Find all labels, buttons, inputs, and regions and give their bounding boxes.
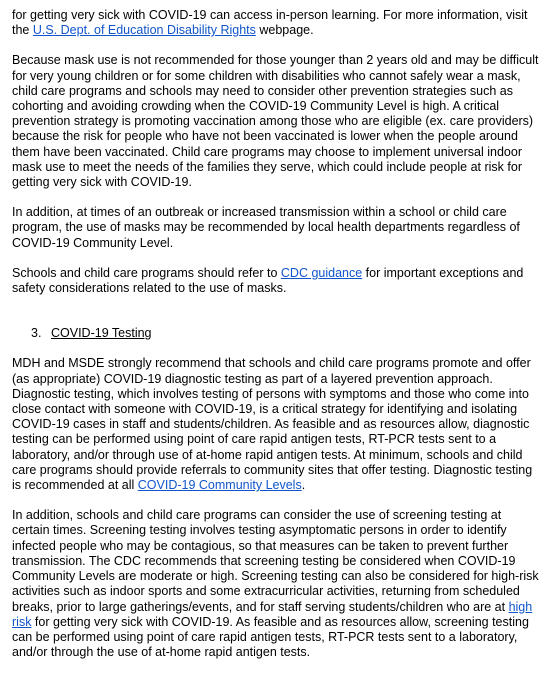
paragraph-text: Schools and child care programs should refer to <box>12 265 281 280</box>
paragraph-text: for getting very sick with COVID-19. As feasible and as resources allow, screening testing can be performed using point of care rapid antigen tests, RT-PCR tests sent to a laboratory, and/or through the use of at-home rapid antigen tests. <box>12 614 529 660</box>
link-disability-rights[interactable]: U.S. Dept. of Education Disability Rights <box>32 23 256 38</box>
link-cdc-guidance[interactable]: CDC guidance <box>280 265 363 280</box>
paragraph-text: In addition, schools and child care programs can consider the use of screening testing at certain times. Screening testing involves testing asymptomatic persons in order to identify infected people who may be contagious, so that measures can be taken to prevent further transmission. The CDC recommends that screening testing be considered when COVID-19 Community Levels are moderate or high. Screening testing can also be considered for high-risk activities such as indoor sports and some extracurricular activities, returning from scheduled breaks, prior to large gatherings/events, and for staff serving students/children who are at <box>12 508 539 614</box>
link-community-levels[interactable]: COVID-19 Community Levels <box>137 478 302 493</box>
paragraph-screening-testing <box>12 508 542 660</box>
paragraph-disability-info <box>12 8 542 38</box>
section-title: COVID-19 Testing <box>51 326 152 341</box>
paragraph-text: webpage. <box>255 23 314 38</box>
paragraph-text: for important exceptions and safety considerations related to the use of masks. <box>12 265 524 296</box>
link-high-risk[interactable]: high risk <box>12 599 533 629</box>
paragraph-text: MDH and MSDE strongly recommend that schools and child care programs promote and offer (as appropriate) COVID-19 diagnostic testing as part of a layered prevention approach. Diagnostic testing, which involves testing of persons with symptoms and those who come into close contact with someone with COVID-19, is a critical strategy for identifying and isolating COVID-19 cases in staff and students/children. As feasible and as resources allow, diagnostic testing can be performed using point of care rapid antigen tests, RT-PCR tests sent to a laboratory, and/or through use of at-home rapid antigen tests. At minimum, schools and child care programs should provide referrals to community sites that offer testing. Diagnostic testing is recommended at all <box>12 356 533 493</box>
paragraph-text: . <box>301 478 306 493</box>
paragraph-cdc-guidance <box>12 266 542 296</box>
paragraph-outbreak-masks: In addition, at times of an outbreak or increased transmission within a school or child care program, the use of masks may be recommended by local health departments regardless of COVID-19 Community Level. <box>12 205 520 250</box>
document-body <box>12 8 542 675</box>
section-heading-testing <box>31 326 542 341</box>
section-number: 3. <box>31 326 42 341</box>
paragraph-mask-young-children: Because mask use is not recommended for those younger than 2 years old and may be difficult for very young children or for some children with disabilities who cannot safely wear a mask, child care programs and schools may need to consider other prevention strategies such as cohorting and avoiding crowding when the COVID-19 Community Level is high. A critical prevention strategy is promoting vaccination among those who are eligible (ex. care providers) because the risk for people who have not been vaccinated is lower when the people around them have been vaccinated. Child care programs may choose to implement universal indoor mask use to meet the needs of the families they serve, which could include people at risk for getting very sick with COVID-19. <box>12 53 539 190</box>
paragraph-text: for getting very sick with COVID-19 can access in-person learning. For more information, visit the <box>12 8 528 38</box>
paragraph-diagnostic-testing <box>12 356 542 493</box>
